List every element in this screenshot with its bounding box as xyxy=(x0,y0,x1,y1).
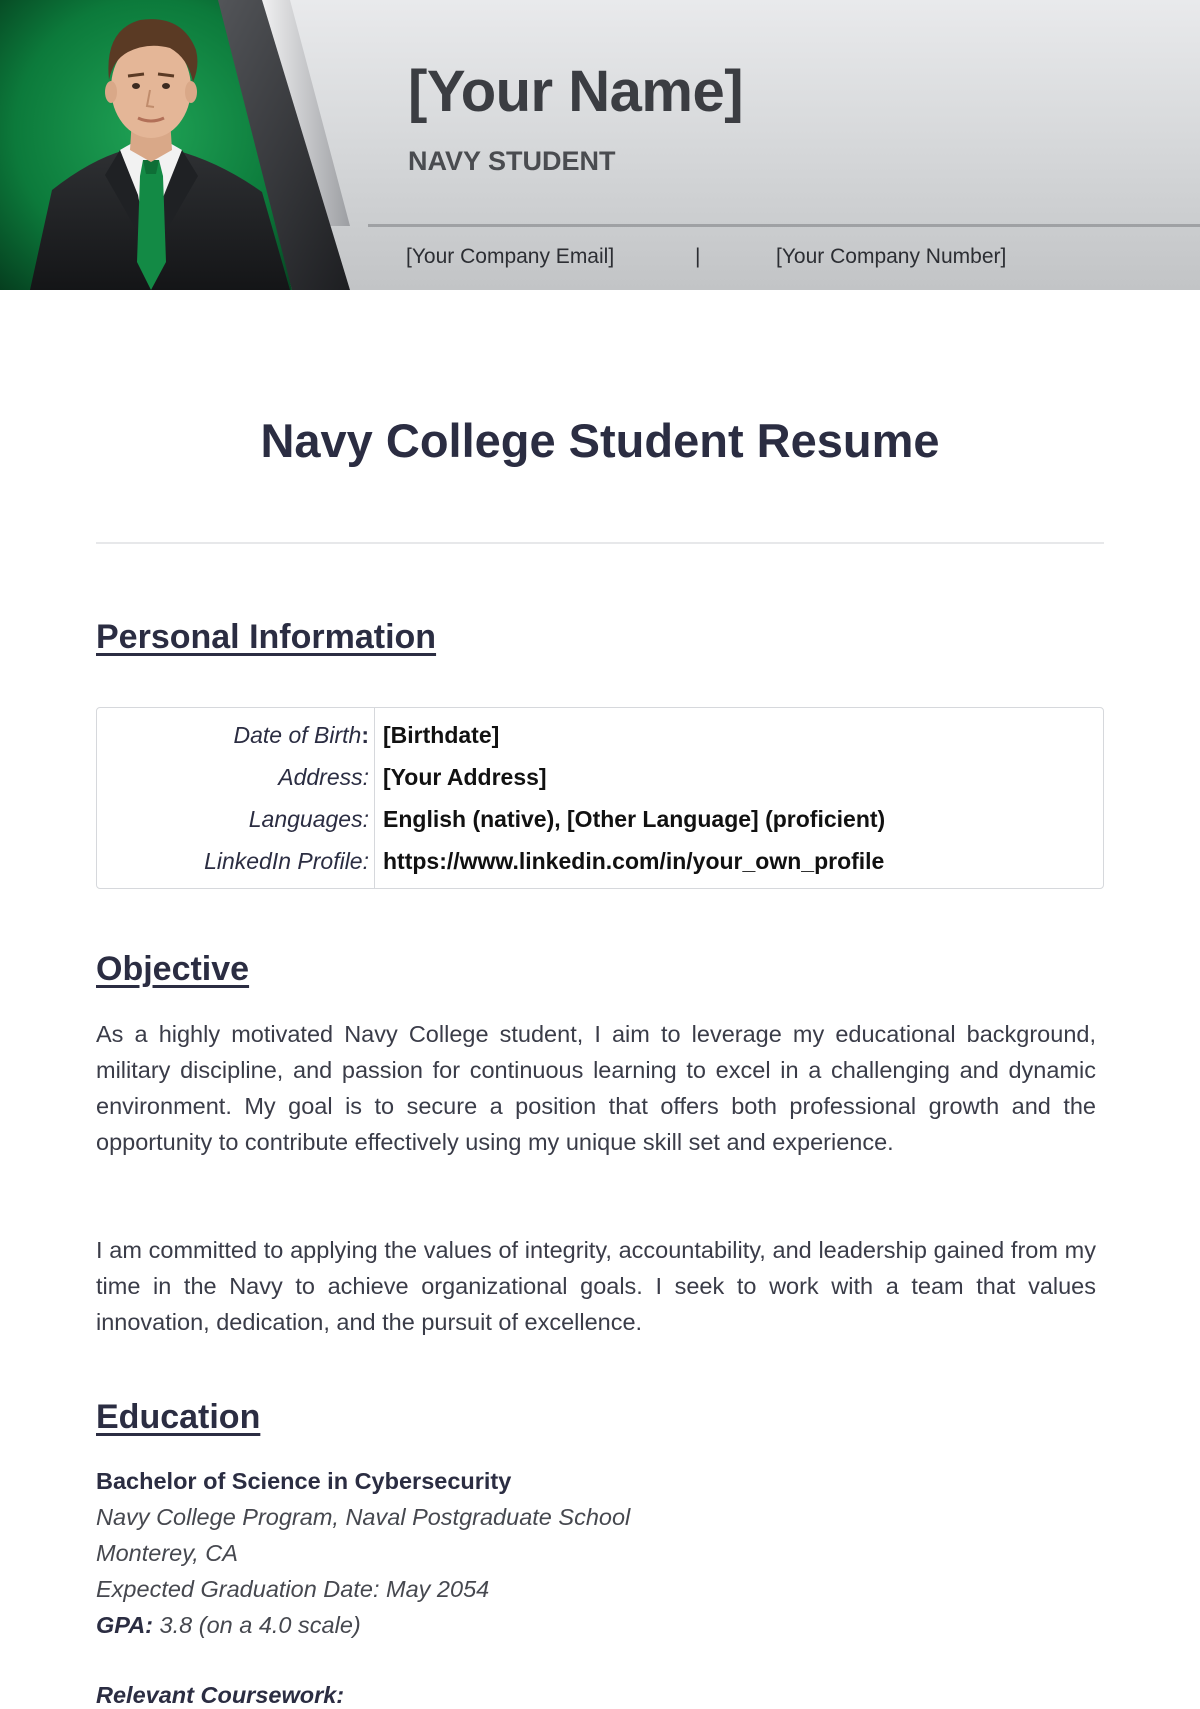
personal-info-table xyxy=(96,707,1104,889)
section-heading-education: Education xyxy=(96,1398,261,1436)
row-value: [Birthdate] xyxy=(383,722,500,748)
candidate-role: NAVY STUDENT xyxy=(408,146,616,176)
gpa-label: GPA: xyxy=(96,1612,154,1638)
education-graduation-date: Expected Graduation Date: May 2054 xyxy=(96,1576,490,1602)
row-label: LinkedIn Profile: xyxy=(204,848,369,874)
table-row-linkedin-profile xyxy=(97,848,1103,890)
section-heading-personal-information: Personal Information xyxy=(96,618,437,656)
gpa-value: 3.8 (on a 4.0 scale) xyxy=(159,1612,361,1638)
education-school: Navy College Program, Naval Postgraduate School xyxy=(96,1504,631,1530)
table-row-languages xyxy=(97,806,1103,848)
contact-separator: | xyxy=(695,245,701,268)
title-divider xyxy=(96,542,1104,544)
row-value: [Your Address] xyxy=(383,764,547,790)
contact-email: [Your Company Email] xyxy=(406,245,615,268)
header-divider xyxy=(368,224,1200,227)
resume-header xyxy=(0,0,1200,290)
row-value: https://www.linkedin.com/in/your_own_profile xyxy=(383,848,885,874)
row-label: Languages: xyxy=(248,806,369,832)
education-location: Monterey, CA xyxy=(96,1540,238,1566)
contact-phone: [Your Company Number] xyxy=(776,245,1007,268)
row-label: Date of Birth: xyxy=(233,722,369,748)
section-heading-objective: Objective xyxy=(96,950,250,988)
candidate-name: [Your Name] xyxy=(408,59,744,124)
education-degree: Bachelor of Science in Cybersecurity xyxy=(96,1468,512,1494)
row-label: Address: xyxy=(278,764,369,790)
relevant-coursework-label: Relevant Coursework: xyxy=(96,1682,345,1708)
table-row-address xyxy=(97,764,1103,806)
objective-paragraph: I am committed to applying the values of integrity, accountability, and leadership gained from my time in the Navy to achieve organizational goals. I seek to work with a team that values innovation, dedication, and the pursuit of excellence. xyxy=(96,1237,1096,1335)
education-gpa xyxy=(96,1612,361,1639)
table-row-date-of-birth xyxy=(97,722,1103,764)
objective-paragraph: As a highly motivated Navy College student, I aim to leverage my educational background, military discipline, and passion for continuous learning to excel in a challenging and dynamic environment. My goal is to secure a position that offers both professional growth and the opportunity to contribute effectively using my unique skill set and experience. xyxy=(96,1021,1096,1155)
document-title: Navy College Student Resume xyxy=(260,414,940,467)
row-value: English (native), [Other Language] (proficient) xyxy=(383,806,886,832)
